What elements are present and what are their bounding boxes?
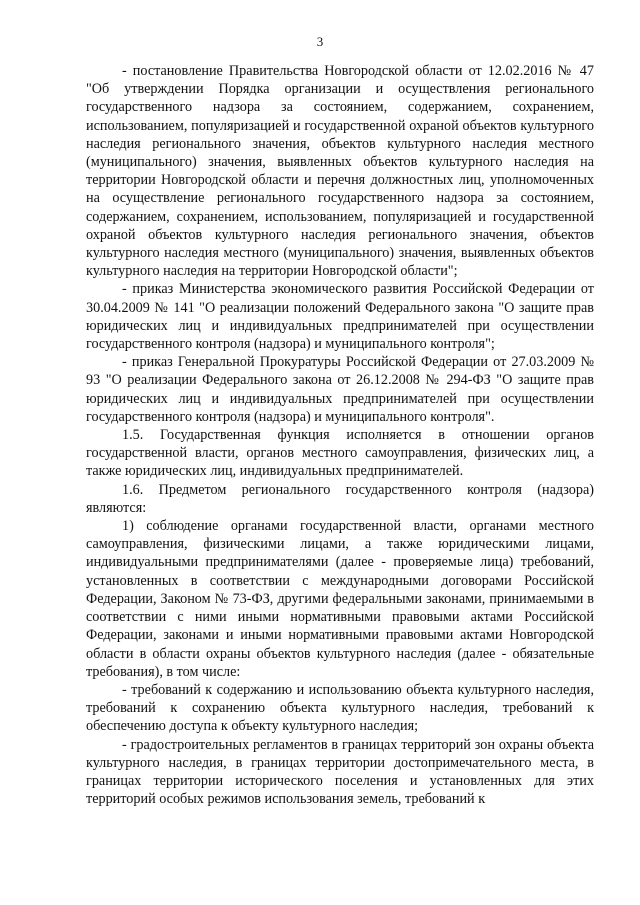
paragraph-order-prosecutor: - приказ Генеральной Прокуратуры Российской Федерации от 27.03.2009 № 93 "О реализации Федерального закона от 26.12.2008 № 294-ФЗ "О защите прав юридических лиц и индивидуальных предпринимателей при осуществлении государственного контроля (надзора) и муниципального контроля".: [86, 354, 594, 425]
document-body: [86, 62, 594, 808]
paragraph-urban-regulations: - градостроительных регламентов в границах территорий зон охраны объекта культурного наследия, в границах территории достопримечательного места, в границах территории исторического поселения и установленных для этих территорий особых режимов использования земель, требований к: [86, 736, 594, 808]
paragraph-item-1: 1) соблюдение органами государственной власти, органами местного самоуправления, физическими лицами, а также юридическими лицами, индивидуальными предпринимателями (далее - проверяемые лица) требований, установленных в соответствии с международными договорами Российской Федерации, Законом № 73-ФЗ, другими федеральными законами, принимаемыми в соответствии с ними иными нормативными правовыми актами Российской Федерации, законами и иными нормативными правовыми актами Новгородской области в области охраны объектов культурного наследия (далее - обязательные требования), в том числе:: [86, 518, 594, 680]
paragraph-decree-novgorod: - постановление Правительства Новгородской области от 12.02.2016 № 47 "Об утверждении Порядка организации и осуществления регионального государственного надзора за состоянием, содержанием, сохранением, использованием, популяризацией и государственной охраной объектов культурного наследия регионального значения, объектов культурного наследия местного (муниципального) значения, выявленных объектов культурного наследия на территории Новгородской области и перечня должностных лиц, уполномоченных на осуществление регионального государственного надзора за состоянием, содержанием, сохранением, использованием, популяризацией и государственной охраной объектов культурного наследия регионального значения, объектов культурного наследия местного (муниципального) значения, выявленных объектов культурного наследия на территории Новгородской области";: [86, 63, 594, 280]
paragraph-requirements-content: - требований к содержанию и использованию объекта культурного наследия, требований к сохранению объекта культурного наследия, требований к обеспечению доступа к объекту культурного наследия;: [86, 681, 594, 735]
paragraph-1-6: 1.6. Предметом регионального государственного контроля (надзора) являются:: [86, 481, 594, 516]
paragraph-1-5: 1.5. Государственная функция исполняется в отношении органов государственной власти, органов местного самоуправления, физических лиц, а также юридических лиц, индивидуальных предпринимателей.: [86, 427, 594, 480]
paragraph-order-ministry: - приказ Министерства экономического развития Российской Федерации от 30.04.2009 № 141 "О реализации положений Федерального закона "О защите прав юридических лиц и индивидуальных предпринимателей при осуществлении государственного контроля (надзора) и муниципального контроля";: [86, 281, 594, 353]
page-number: 3: [316, 34, 324, 49]
